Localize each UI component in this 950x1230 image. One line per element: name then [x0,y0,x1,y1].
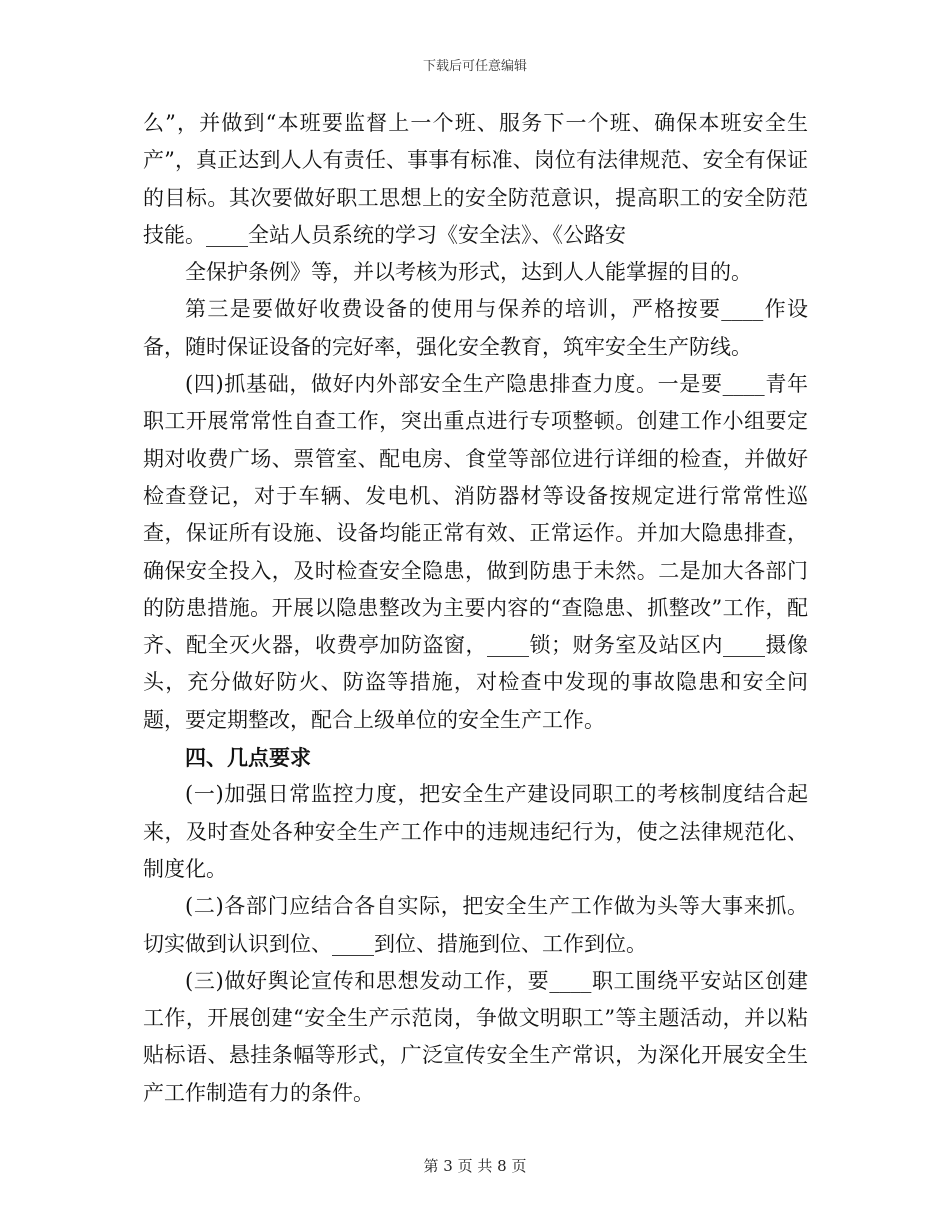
paragraph-2: 全保护条例》等，并以考核为形式，达到人人能掌握的目的。 [185,260,752,285]
document-body [143,105,808,1112]
paragraph-7: (三)做好舆论宣传和思想发动工作，要____职工围绕平安站区创建工作，开展创建“安全生产示范岗，争做文明职工”等主题活动，并以粘贴标语、悬挂条幅等形式，广泛宣传安全生产常识，为深化开展安全生产工作制造有力的条件。 [143,968,808,1105]
paragraph-4: (四)抓基础，做好内外部安全生产隐患排查力度。一是要____青年职工开展常常性自查工作，突出重点进行专项整顿。创建工作小组要定期对收费广场、票管室、配电房、食堂等部位进行详细的检查，并做好检查登记，对于车辆、发电机、消防器材等设备按规定进行常常性巡查，保证所有设施、设备均能正常有效、正常运作。并加大隐患排查，确保安全投入，及时检查安全隐患，做到防患于未然。二是加大各部门的防患措施。开展以隐患整改为主要内容的“查隐患、抓整改”工作，配齐、配全灭火器，收费亭加防盗窗，____锁；财务室及站区内____摄像头，充分做好防火、防盗等措施，对检查中发现的事故隐患和安全问题，要定期整改，配合上级单位的安全生产工作。 [143,372,808,732]
section-heading: 四、几点要求 [185,745,311,771]
paragraph-3: 第三是要做好收费设备的使用与保养的培训，严格按要____作设备，随时保证设备的完好率，强化安全教育，筑牢安全生产防线。 [143,297,808,359]
paragraph-5: (一)加强日常监控力度，把安全生产建设同职工的考核制度结合起来，及时查处各种安全生产工作中的违规违纪行为，使之法律规范化、制度化。 [143,782,808,881]
page-header: 下载后可任意编辑 [422,59,527,74]
paragraph-1: 么”，并做到“本班要监督上一个班、服务下一个班、确保本班安全生产”，真正达到人人有责任、事事有标准、岗位有法律规范、安全有保证的目标。其次要做好职工思想上的安全防范意识，提高职工的安全防范技能。____全站人员系统的学习《安全法》、《公路安 [143,111,808,247]
paragraph-6: (二)各部门应结合各自实际，把安全生产工作做为头等大事来抓。切实做到认识到位、____到位、措施到位、工作到位。 [143,894,808,956]
page-footer: 第 3 页 共 8 页 [423,1157,527,1175]
